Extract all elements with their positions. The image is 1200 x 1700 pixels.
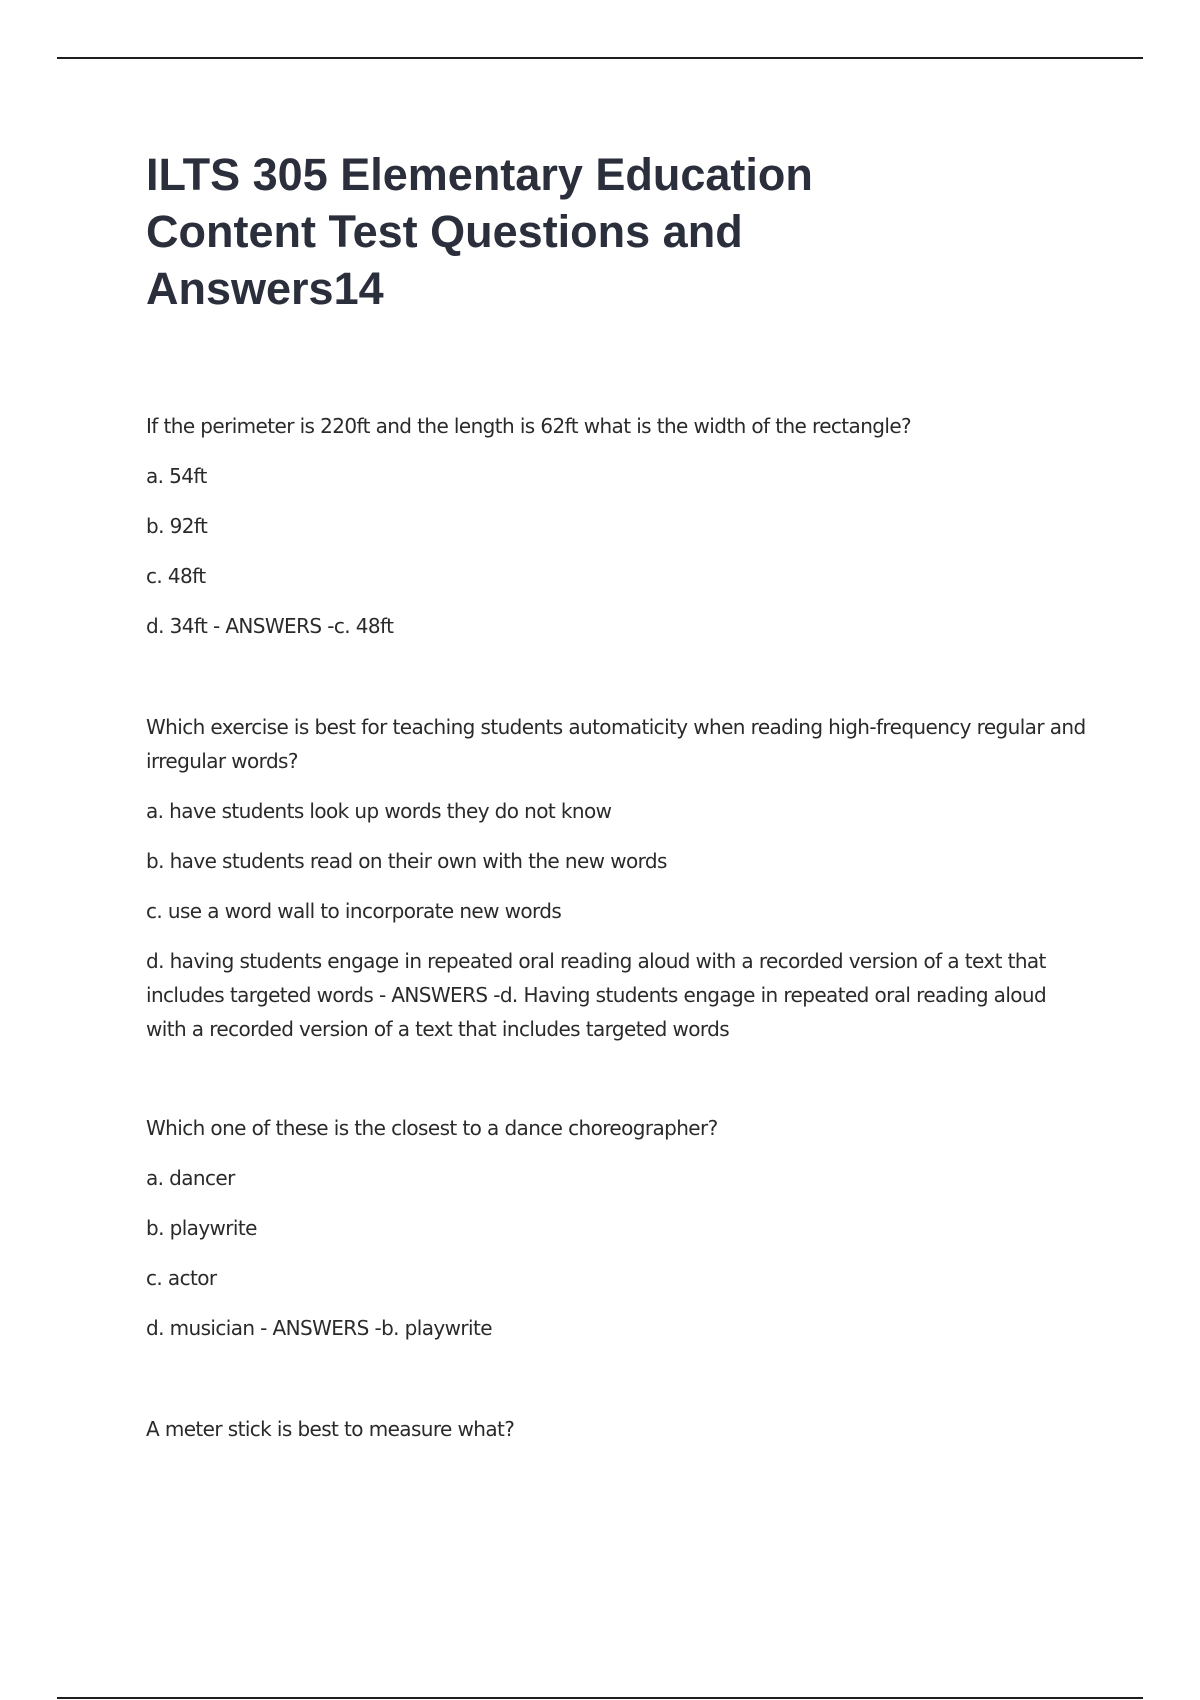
answer-option: a. have students look up words they do not know: [146, 799, 612, 823]
question-prompt: Which exercise is best for teaching students automaticity when reading high-frequency regular and irregular words?: [146, 715, 1086, 773]
answer-option: c. 48ft: [146, 564, 206, 588]
question-block-2: [146, 710, 1086, 1062]
question-prompt: A meter stick is best to measure what?: [146, 1417, 515, 1441]
answer-option: b. 92ft: [146, 514, 208, 538]
answer-option-with-key: d. 34ft - ANSWERS -c. 48ft: [146, 614, 394, 638]
question-block-1: [146, 409, 1086, 659]
question-prompt: If the perimeter is 220ft and the length is 62ft what is the width of the rectangle?: [146, 414, 912, 438]
bottom-divider: [57, 1697, 1143, 1699]
answer-option: c. actor: [146, 1266, 217, 1290]
question-block-4: [146, 1412, 1086, 1462]
answer-option-with-key: d. musician - ANSWERS -b. playwrite: [146, 1316, 492, 1340]
answer-option: b. have students read on their own with the new words: [146, 849, 667, 873]
answer-option: b. playwrite: [146, 1216, 257, 1240]
top-divider: [57, 57, 1143, 59]
question-block-3: [146, 1111, 1086, 1361]
answer-option-with-key: d. having students engage in repeated oral reading aloud with a recorded version of a text that includes targeted words - ANSWERS -d. Having students engage in repeated oral reading aloud with a recorded version of a text that includes targeted words: [146, 949, 1047, 1041]
answer-option: c. use a word wall to incorporate new words: [146, 899, 562, 923]
answer-option: a. dancer: [146, 1166, 235, 1190]
answer-option: a. 54ft: [146, 464, 207, 488]
question-prompt: Which one of these is the closest to a dance choreographer?: [146, 1116, 718, 1140]
document-title: ILTS 305 Elementary Education Content Test Questions and Answers14: [146, 149, 813, 314]
